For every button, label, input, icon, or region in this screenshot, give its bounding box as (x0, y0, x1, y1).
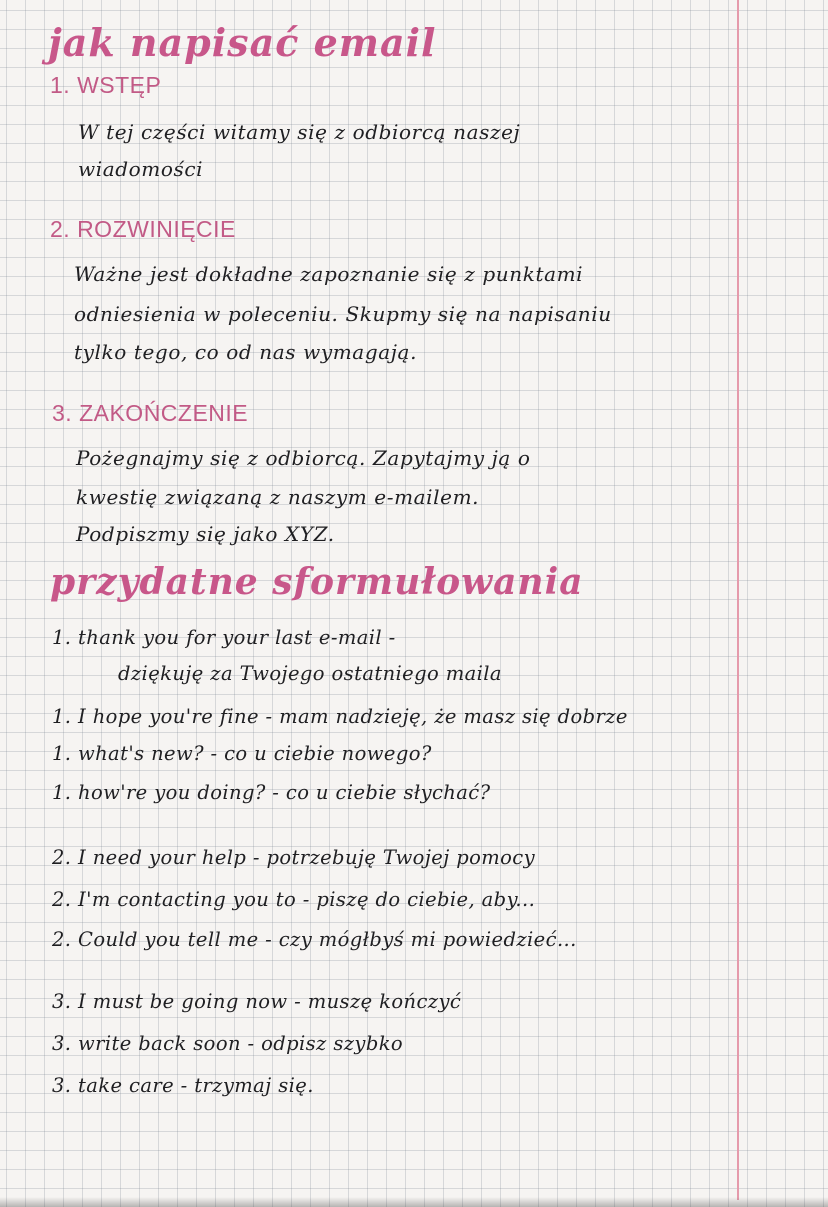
section-heading-ending: 3. ZAKOŃCZENIE (52, 400, 249, 426)
body-line: odniesienia w poleceniu. Skupmy się na napisaniu (74, 302, 612, 326)
phrase-item: 3. write back soon - odpisz szybko (52, 1032, 404, 1055)
ending-line: Pożegnajmy się z odbiorcą. Zapytajmy ją o (76, 446, 531, 470)
page-edge-shadow (0, 1197, 828, 1207)
body-line: tylko tego, co od nas wymagają. (74, 340, 418, 364)
phrase-item: 1. how're you doing? - co u ciebie słychać? (52, 781, 491, 804)
section-heading-intro: 1. WSTĘP (50, 72, 162, 98)
phrase-item: 1. what's new? - co u ciebie nowego? (52, 742, 432, 765)
intro-line: wiadomości (78, 157, 204, 181)
ending-line: kwestię związaną z naszym e-mailem. (76, 485, 480, 509)
phrase-item: 1. I hope you're fine - mam nadzieję, że masz się dobrze (52, 705, 628, 728)
ending-line: Podpiszmy się jako XYZ. (76, 522, 335, 546)
body-line: Ważne jest dokładne zapoznanie się z punktami (74, 262, 584, 286)
phrase-item: 2. I'm contacting you to - piszę do ciebie, aby... (52, 888, 536, 911)
intro-line: W tej części witamy się z odbiorcą naszej (78, 120, 521, 144)
phrase-item: 3. I must be going now - muszę kończyć (52, 990, 462, 1013)
phrases-title: przydatne sformułowania (50, 561, 584, 603)
phrase-item: dziękuję za Twojego ostatniego maila (118, 662, 502, 685)
phrase-item: 1. thank you for your last e-mail - (52, 626, 396, 649)
section-heading-body: 2. ROZWINIĘCIE (50, 216, 236, 242)
phrase-item: 2. Could you tell me - czy mógłbyś mi powiedzieć... (52, 928, 577, 951)
page-title: jak napisać email (48, 20, 437, 65)
phrase-item: 3. take care - trzymaj się. (52, 1074, 314, 1097)
margin-line (737, 0, 739, 1200)
phrase-item: 2. I need your help - potrzebuję Twojej pomocy (52, 846, 536, 869)
